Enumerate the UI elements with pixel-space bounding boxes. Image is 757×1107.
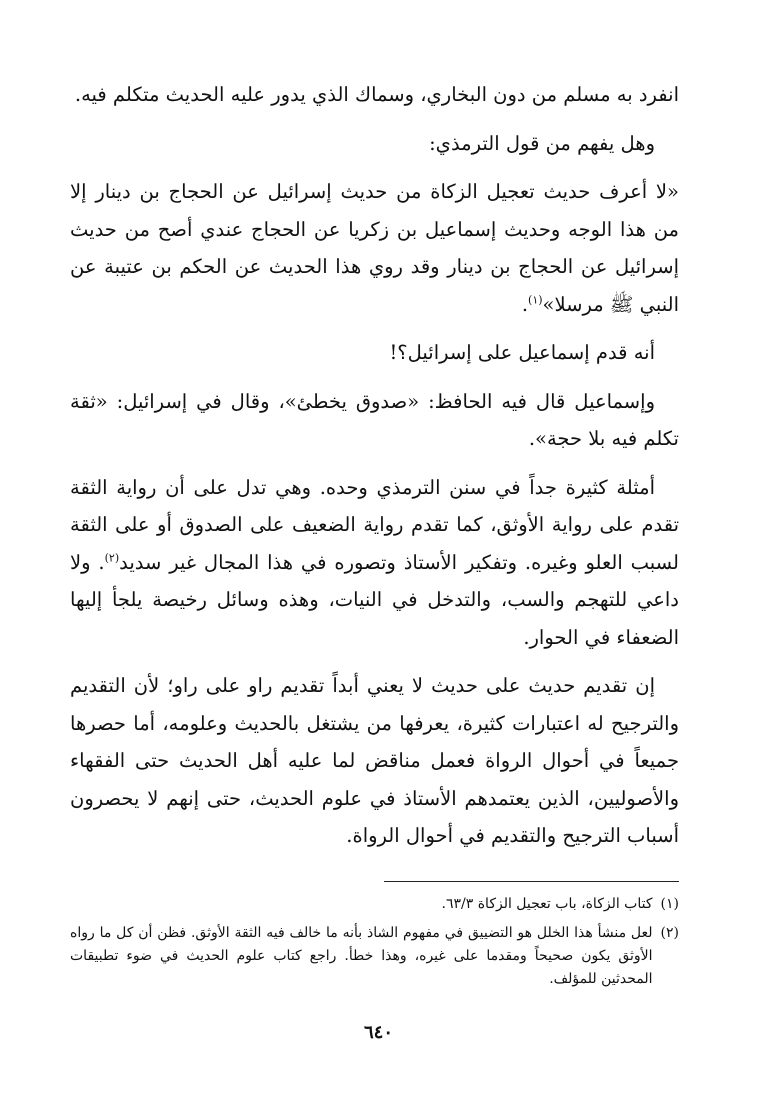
footnote-ref-2[interactable]: (٢) [104, 551, 120, 564]
paragraph-3-quote [70, 173, 679, 323]
period: . [521, 292, 529, 316]
footnote-1 [70, 893, 679, 916]
quote-text: «لا أعرف حديث تعجيل الزكاة من حديث إسرائيل عن الحجاج بن دينار إلا من هذا الوجه وحديث إسماعيل بن زكريا عن الحجاج عندي أصح من حديث إسرائيل عن الحجاج بن دينار وقد روي هذا الحديث عن الحكم بن عتيبة عن النبي ﷺ مرسلا» [70, 180, 679, 316]
page-number: ٦٤٠ [363, 1022, 393, 1043]
paragraph-6 [70, 469, 679, 657]
footnotes [70, 893, 679, 997]
paragraph-6-part-1: أمثلة كثيرة جداً في سنن الترمذي وحده. وهي تدل على أن رواية الثقة تقدم على رواية الأوثق، كما تقدم رواية الضعيف على الصدوق أو على الثقة لسبب العلو وغيره. وتفكير الأستاذ وتصوره في هذا المجال غير سديد [70, 475, 679, 574]
footnote-text: كتاب الزكاة، باب تعجيل الزكاة ٦٣/٣. [441, 896, 653, 912]
footnote-2 [70, 922, 679, 991]
paragraph-2: وهل يفهم من قول الترمذي: [429, 131, 655, 155]
paragraph-4: أنه قدم إسماعيل على إسرائيل؟! [389, 341, 655, 364]
footnote-number: (١) [660, 896, 679, 912]
paragraph-1: انفرد به مسلم من دون البخاري، وسماك الذي يدور عليه الحديث متكلم فيه. [74, 83, 679, 106]
footnote-ref-1[interactable]: (١) [528, 293, 543, 306]
footnote-text: لعل منشأ هذا الخلل هو التضييق في مفهوم الشاذ بأنه ما خالف فيه الثقة الأوثق. فظن أن كل ما رواه الأوثق يكون صحيحاً ومقدما على غيره، وهذا خطأ. راجع كتاب علوم الحديث في ضوء تطبيقات المحدثين للمؤلف. [70, 925, 653, 987]
paragraph-7: إن تقديم حديث على حديث لا يعني أبداً تقديم راو على راو؛ لأن التقديم والترجيح له اعتبارات كثيرة، يعرفها من يشتغل بالحديث وعلومه، أما حصرها جميعاً في أحوال الرواة فعمل مناقض لما عليه أهل الحديث حتى الفقهاء والأصوليين، الذين يعتمدهم الأستاذ في علوم الحديث، حتى إنهم لا يحصرون أسباب الترجيح والتقديم في أحوال الرواة. [70, 674, 679, 847]
footnote-number: (٢) [660, 925, 679, 941]
paragraph-6-part-2: . ولا داعي للتهجم والسب، والتدخل في النيات، وهذه وسائل رخيصة يلجأ إليها الضعفاء في الحوار. [70, 550, 679, 649]
footnote-divider [384, 881, 679, 882]
main-text [70, 76, 679, 866]
paragraph-5: وإسماعيل قال فيه الحافظ: «صدوق يخطئ»، وقال في إسرائيل: «ثقة تكلم فيه بلا حجة». [70, 389, 679, 450]
